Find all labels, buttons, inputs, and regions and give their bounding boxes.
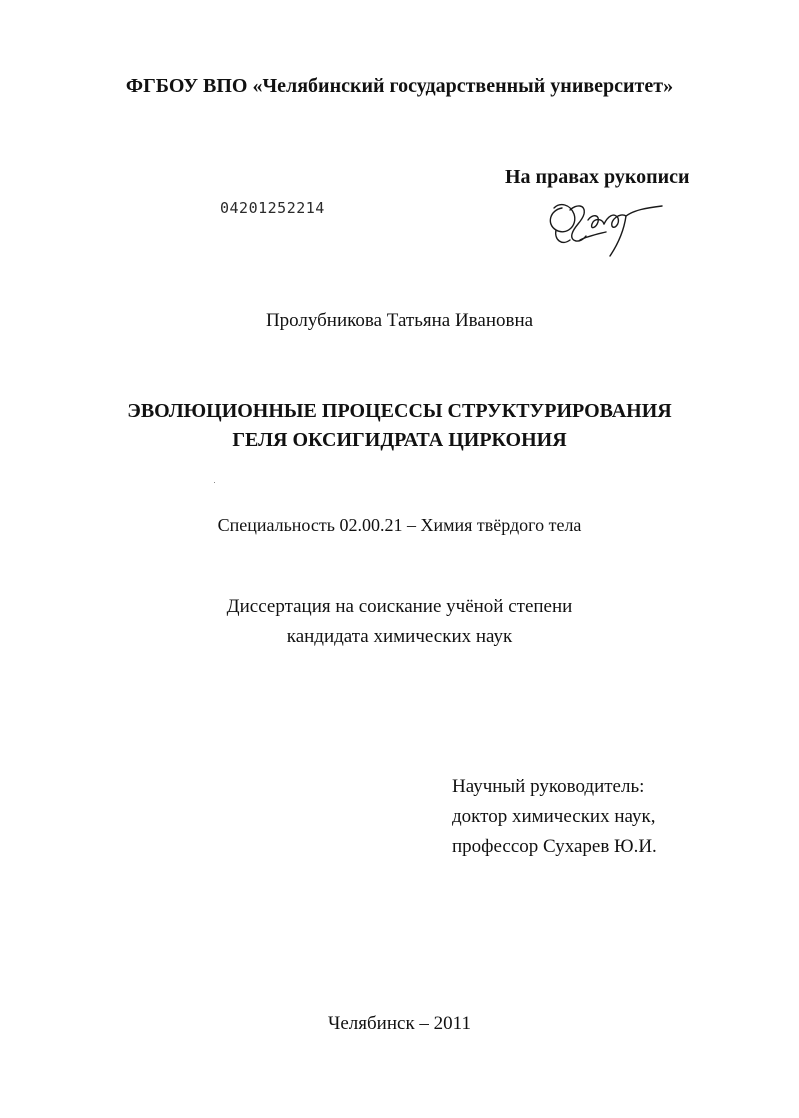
dissertation-title-line-2: ГЕЛЯ ОКСИГИДРАТА ЦИРКОНИЯ (232, 429, 567, 451)
city-year: Челябинск – 2011 (328, 1013, 471, 1034)
author-name: Пролубникова Татьяна Ивановна (265, 310, 534, 331)
manuscript-label: На правах рукописи (505, 166, 690, 188)
stamp-number: 04201252214 (220, 199, 325, 217)
supervisor-degree: доктор химических наук, (452, 806, 656, 827)
degree-line-2: кандидата химических наук (286, 626, 513, 647)
supervisor-name: профессор Сухарев Ю.И. (452, 836, 657, 857)
specialty-line: Специальность 02.00.21 – Химия твёрдого тела (217, 515, 582, 535)
degree-line-1: Диссертация на соискание учёной степени (226, 596, 573, 617)
handwritten-signature (540, 190, 665, 260)
supervisor-label: Научный руководитель: (452, 776, 645, 797)
scan-speck (214, 482, 215, 483)
dissertation-title-line-1: ЭВОЛЮЦИОННЫЕ ПРОЦЕССЫ СТРУКТУРИРОВАНИЯ (127, 400, 672, 422)
institution-name: ФГБОУ ВПО «Челябинский государственный университет» (125, 75, 674, 97)
